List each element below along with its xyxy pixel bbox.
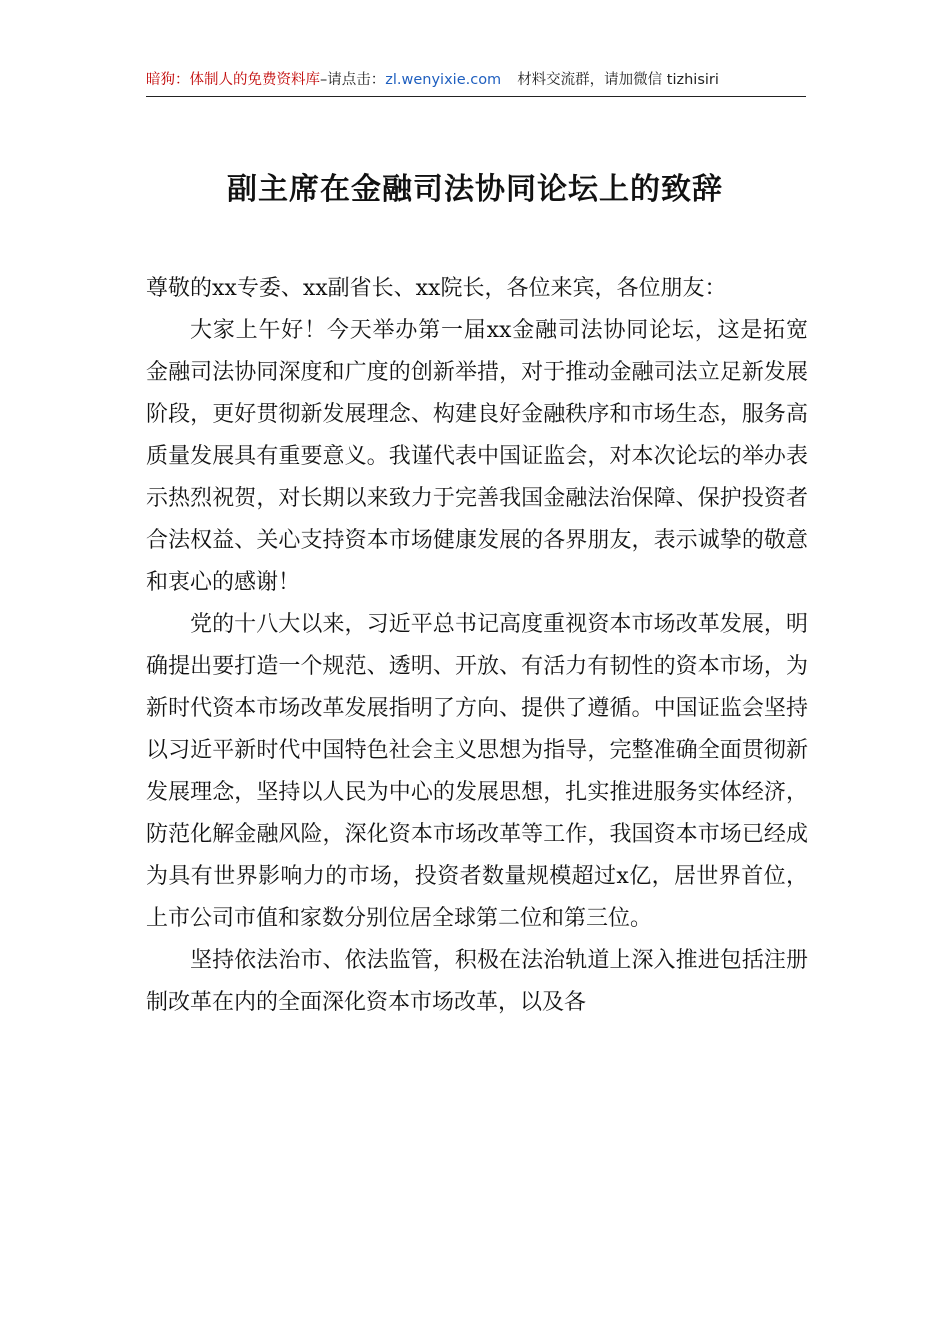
- paragraph: 党的十八大以来，习近平总书记高度重视资本市场改革发展，明确提出要打造一个规范、透明、开放、有活力有韧性的资本市场，为新时代资本市场改革发展指明了方向、提供了遵循。中国证监会坚持以习近平新时代中国特色社会主义思想为指导，完整准确全面贯彻新发展理念，坚持以人民为中心的发展思想，扎实推进服务实体经济，防范化解金融风险，深化资本市场改革等工作，我国资本市场已经成为具有世界影响力的市场，投资者数量规模超过x亿，居世界首位，上市公司市值和家数分别位居全球第二位和第三位。: [146, 612, 808, 931]
- header-click-prompt: –请点击：: [320, 72, 386, 88]
- document-body: [146, 268, 808, 1024]
- header-group-note: 材料交流群，请加微信 tizhisiri: [517, 72, 719, 88]
- header-brand: 暗狗：体制人的免费资料库: [146, 72, 320, 88]
- header-url-link[interactable]: zl.wenyixie.com: [385, 72, 502, 88]
- document-title: 副主席在金融司法协同论坛上的致辞: [227, 172, 723, 207]
- salutation: 尊敬的xx专委、xx副省长、xx院长，各位来宾，各位朋友：: [146, 276, 727, 301]
- paragraph: 大家上午好！今天举办第一届xx金融司法协同论坛，这是拓宽金融司法协同深度和广度的创新举措，对于推动金融司法立足新发展阶段，更好贯彻新发展理念、构建良好金融秩序和市场生态，服务高质量发展具有重要意义。我谨代表中国证监会，对本次论坛的举办表示热烈祝贺，对长期以来致力于完善我国金融法治保障、保护投资者合法权益、关心支持资本市场健康发展的各界朋友，表示诚挚的敬意和衷心的感谢！: [146, 318, 808, 595]
- watermark-header: [146, 66, 806, 97]
- paragraph: 坚持依法治市、依法监管，积极在法治轨道上深入推进包括注册制改革在内的全面深化资本市场改革，以及各: [146, 948, 808, 1015]
